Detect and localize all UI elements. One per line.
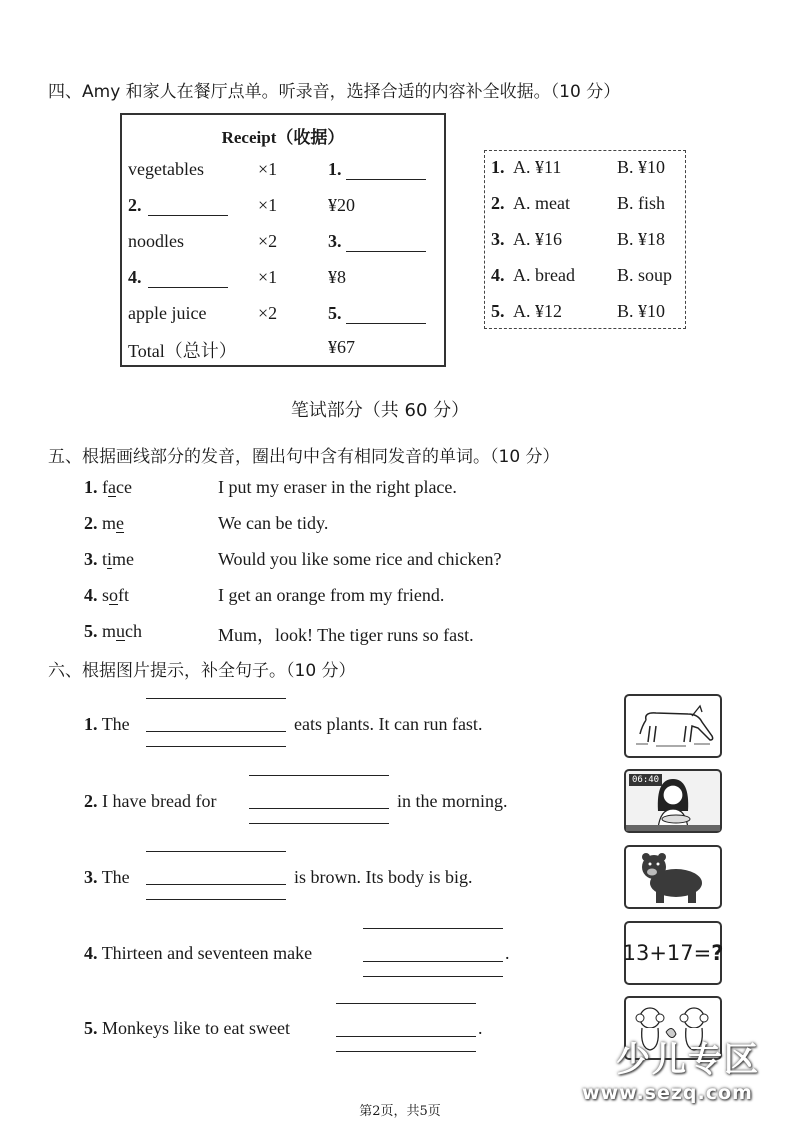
phonics-sentence[interactable]: We can be tidy. — [218, 513, 329, 533]
word-prefix: f — [102, 477, 108, 497]
clock-display: 06:40 — [629, 774, 662, 786]
writing-line[interactable] — [363, 961, 503, 962]
writing-line[interactable] — [146, 851, 286, 852]
phonics-item — [84, 621, 142, 642]
option-a[interactable]: A. ¥12 — [513, 301, 562, 321]
watermark-title: 少儿专区 — [616, 1040, 760, 1080]
writing-line[interactable] — [146, 698, 286, 699]
writing-line[interactable] — [363, 928, 503, 929]
phonics-item — [84, 477, 132, 498]
option-b[interactable]: B. ¥18 — [617, 229, 666, 249]
phonics-sentence[interactable]: Mum，look! The tiger runs so fast. — [218, 625, 474, 645]
question-mark: ? — [711, 941, 724, 965]
option-number: 2. — [491, 193, 505, 213]
receipt-total-label: Total（总计） — [128, 341, 237, 361]
section6-title: 六、根据图片提示，补全句子。（10 分） — [48, 661, 356, 681]
underlined-letter: a — [108, 477, 116, 497]
sentence-end: . — [505, 943, 510, 963]
picture-math — [624, 921, 722, 985]
phonics-item — [84, 585, 129, 606]
phonics-item — [84, 513, 124, 534]
phonics-item — [84, 549, 134, 570]
option-b[interactable]: B. ¥10 — [617, 157, 666, 177]
underlined-letter: i — [107, 549, 113, 569]
writing-line[interactable] — [336, 1003, 476, 1004]
phonics-sentence[interactable]: I get an orange from my friend. — [218, 585, 445, 605]
sentence-text: The — [101, 867, 130, 887]
picture-grazing-animal — [624, 694, 722, 758]
picture-bear — [624, 845, 722, 909]
picture-breakfast — [624, 769, 722, 833]
page-footer: 第2页，共5页 — [359, 1104, 441, 1119]
sentence-start — [84, 791, 216, 812]
writing-line[interactable] — [146, 884, 286, 885]
word-prefix: m — [102, 513, 117, 533]
word-suffix: ce — [116, 477, 132, 497]
answer-blank[interactable] — [346, 323, 426, 324]
item-number: 4. — [84, 943, 98, 963]
sentence-start — [84, 867, 130, 888]
written-section-header: 笔试部分（共 60 分） — [290, 400, 470, 421]
option-a[interactable]: A. bread — [513, 265, 575, 285]
sentence-end: is brown. Its body is big. — [294, 867, 473, 887]
item-number: 5. — [84, 621, 98, 641]
math-equation: 13+17= — [622, 941, 712, 965]
underlined-letter: u — [116, 621, 126, 641]
receipt-item: noodles — [128, 231, 184, 251]
receipt-qty: ×1 — [258, 159, 278, 179]
writing-line[interactable] — [146, 746, 286, 747]
option-a[interactable]: A. ¥11 — [513, 157, 562, 177]
word-suffix: me — [112, 549, 135, 569]
underlined-letter: e — [116, 513, 125, 533]
sentence-end: . — [478, 1018, 483, 1038]
phonics-sentence[interactable]: Would you like some rice and chicken? — [218, 549, 502, 569]
answer-blank[interactable] — [148, 287, 228, 288]
answer-blank[interactable] — [346, 179, 426, 180]
writing-line[interactable] — [336, 1051, 476, 1052]
receipt-qty: ×2 — [258, 303, 278, 323]
writing-line[interactable] — [249, 775, 389, 776]
item-number: 1. — [84, 477, 98, 497]
receipt-qty: ×1 — [258, 195, 278, 215]
item-number: 4. — [84, 585, 98, 605]
phonics-sentence[interactable]: I put my eraser in the right place. — [218, 477, 457, 497]
writing-line[interactable] — [249, 823, 389, 824]
receipt-price-number: 3. — [328, 231, 342, 251]
receipt-total-value: ¥67 — [328, 337, 355, 357]
option-b[interactable]: B. soup — [617, 265, 673, 285]
sentence-start — [84, 943, 312, 964]
item-number: 1. — [84, 714, 98, 734]
receipt-qty: ×1 — [258, 267, 278, 287]
sentence-text: Monkeys like to eat sweet — [102, 1018, 290, 1038]
option-a[interactable]: A. ¥16 — [513, 229, 562, 249]
sentence-end: eats plants. It can run fast. — [294, 714, 483, 734]
answer-blank[interactable] — [346, 251, 426, 252]
watermark-url: www.sezq.com — [582, 1082, 753, 1104]
word-prefix: m — [102, 621, 117, 641]
receipt-item: vegetables — [128, 159, 204, 179]
sentence-text: The — [101, 714, 130, 734]
sentence-end: in the morning. — [397, 791, 508, 811]
receipt-item: apple juice — [128, 303, 207, 323]
word-suffix: ft — [118, 585, 130, 605]
item-number: 2. — [84, 791, 98, 811]
sentence-start — [84, 1018, 290, 1039]
word-prefix: t — [102, 549, 108, 569]
option-b[interactable]: B. fish — [617, 193, 666, 213]
option-number: 4. — [491, 265, 505, 285]
receipt-price-number: 5. — [328, 303, 342, 323]
option-number: 1. — [491, 157, 505, 177]
answer-blank[interactable] — [148, 215, 228, 216]
item-number: 3. — [84, 549, 98, 569]
sentence-text: I have bread for — [102, 791, 217, 811]
item-number: 5. — [84, 1018, 98, 1038]
receipt-box — [120, 113, 446, 367]
item-number: 2. — [84, 513, 98, 533]
grazing-animal-icon — [626, 696, 720, 756]
receipt-title: Receipt（收据） — [221, 128, 345, 147]
bear-icon — [626, 847, 720, 907]
section5-title: 五、根据画线部分的发音，圈出句中含有相同发音的单词。（10 分） — [48, 447, 560, 467]
receipt-price: ¥20 — [328, 195, 355, 215]
item-number: 3. — [84, 867, 98, 887]
sentence-start — [84, 714, 130, 735]
section4-title: 四、Amy 和家人在餐厅点单。听录音，选择合适的内容补全收据。（10 分） — [48, 82, 621, 102]
receipt-item-number: 4. — [128, 267, 142, 287]
option-number: 3. — [491, 229, 505, 249]
receipt-price-number: 1. — [328, 159, 342, 179]
writing-line[interactable] — [249, 808, 389, 809]
option-b[interactable]: B. ¥10 — [617, 301, 666, 321]
option-number: 5. — [491, 301, 505, 321]
writing-line[interactable] — [146, 899, 286, 900]
options-box — [484, 150, 686, 329]
word-prefix: s — [102, 585, 110, 605]
writing-line[interactable] — [336, 1036, 476, 1037]
receipt-qty: ×2 — [258, 231, 278, 251]
receipt-price: ¥8 — [328, 267, 346, 287]
sentence-text: Thirteen and seventeen make — [101, 943, 313, 963]
writing-line[interactable] — [363, 976, 503, 977]
word-suffix: ch — [125, 621, 143, 641]
receipt-item-number: 2. — [128, 195, 142, 215]
underlined-letter: o — [109, 585, 119, 605]
writing-line[interactable] — [146, 731, 286, 732]
option-a[interactable]: A. meat — [513, 193, 570, 213]
